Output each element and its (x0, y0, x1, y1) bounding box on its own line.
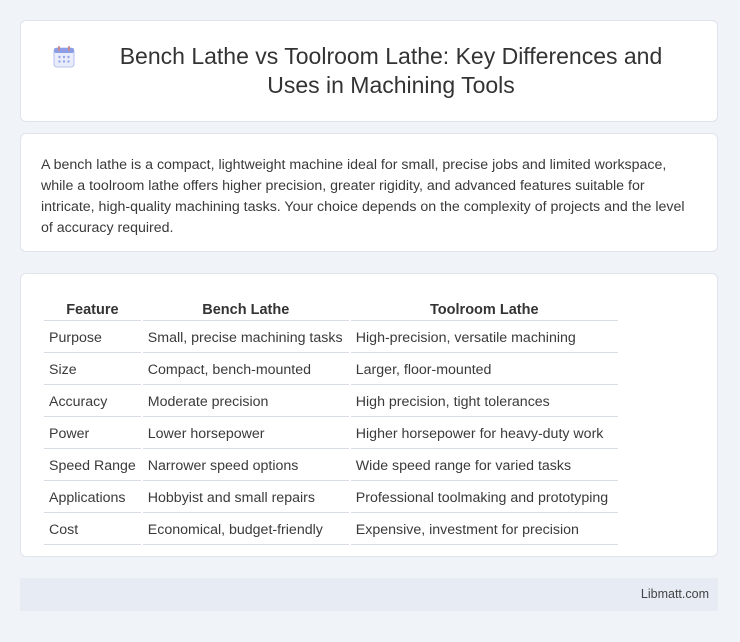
table-row (44, 451, 618, 481)
calendar-icon (51, 44, 77, 70)
cell-bench-lathe: Small, precise machining tasks (143, 323, 349, 353)
cell-toolroom-lathe: Professional toolmaking and prototyping (351, 483, 618, 513)
table-row (44, 419, 618, 449)
cell-bench-lathe: Economical, budget-friendly (143, 515, 349, 545)
cell-feature: Accuracy (44, 387, 141, 417)
cell-bench-lathe: Moderate precision (143, 387, 349, 417)
table-row (44, 483, 618, 513)
cell-bench-lathe: Lower horsepower (143, 419, 349, 449)
intro-card (20, 133, 718, 252)
page-title: Bench Lathe vs Toolroom Lathe: Key Differences and Uses in Machining Tools (119, 43, 663, 98)
column-header-feature: Feature (44, 297, 141, 321)
cell-feature: Power (44, 419, 141, 449)
cell-bench-lathe: Hobbyist and small repairs (143, 483, 349, 513)
header-card (20, 20, 718, 122)
table-row (44, 323, 618, 353)
cell-feature: Applications (44, 483, 141, 513)
cell-bench-lathe: Narrower speed options (143, 451, 349, 481)
cell-toolroom-lathe: Larger, floor-mounted (351, 355, 618, 385)
cell-toolroom-lathe: High precision, tight tolerances (351, 387, 618, 417)
cell-toolroom-lathe: Expensive, investment for precision (351, 515, 618, 545)
footer-bar (20, 578, 718, 611)
table-header-row (44, 297, 618, 321)
comparison-card (20, 273, 718, 557)
column-header-toolroom-lathe: Toolroom Lathe (351, 297, 618, 321)
cell-feature: Speed Range (44, 451, 141, 481)
cell-toolroom-lathe: Higher horsepower for heavy-duty work (351, 419, 618, 449)
cell-bench-lathe: Compact, bench-mounted (143, 355, 349, 385)
cell-toolroom-lathe: Wide speed range for varied tasks (351, 451, 618, 481)
cell-feature: Size (44, 355, 141, 385)
comparison-table (42, 295, 620, 547)
cell-feature: Cost (44, 515, 141, 545)
footer-site-link[interactable]: Libmatt.com (640, 587, 709, 601)
cell-toolroom-lathe: High-precision, versatile machining (351, 323, 618, 353)
table-row (44, 387, 618, 417)
column-header-bench-lathe: Bench Lathe (143, 297, 349, 321)
cell-feature: Purpose (44, 323, 141, 353)
intro-paragraph: A bench lathe is a compact, lightweight machine ideal for small, precise jobs and limited workspace, while a toolroom lathe offers higher precision, greater rigidity, and advanced features suitable for intricate, high-quality machining tasks. Your choice depends on the complexity of projects and the level of accuracy required. (41, 157, 685, 236)
table-row (44, 355, 618, 385)
table-row (44, 515, 618, 545)
